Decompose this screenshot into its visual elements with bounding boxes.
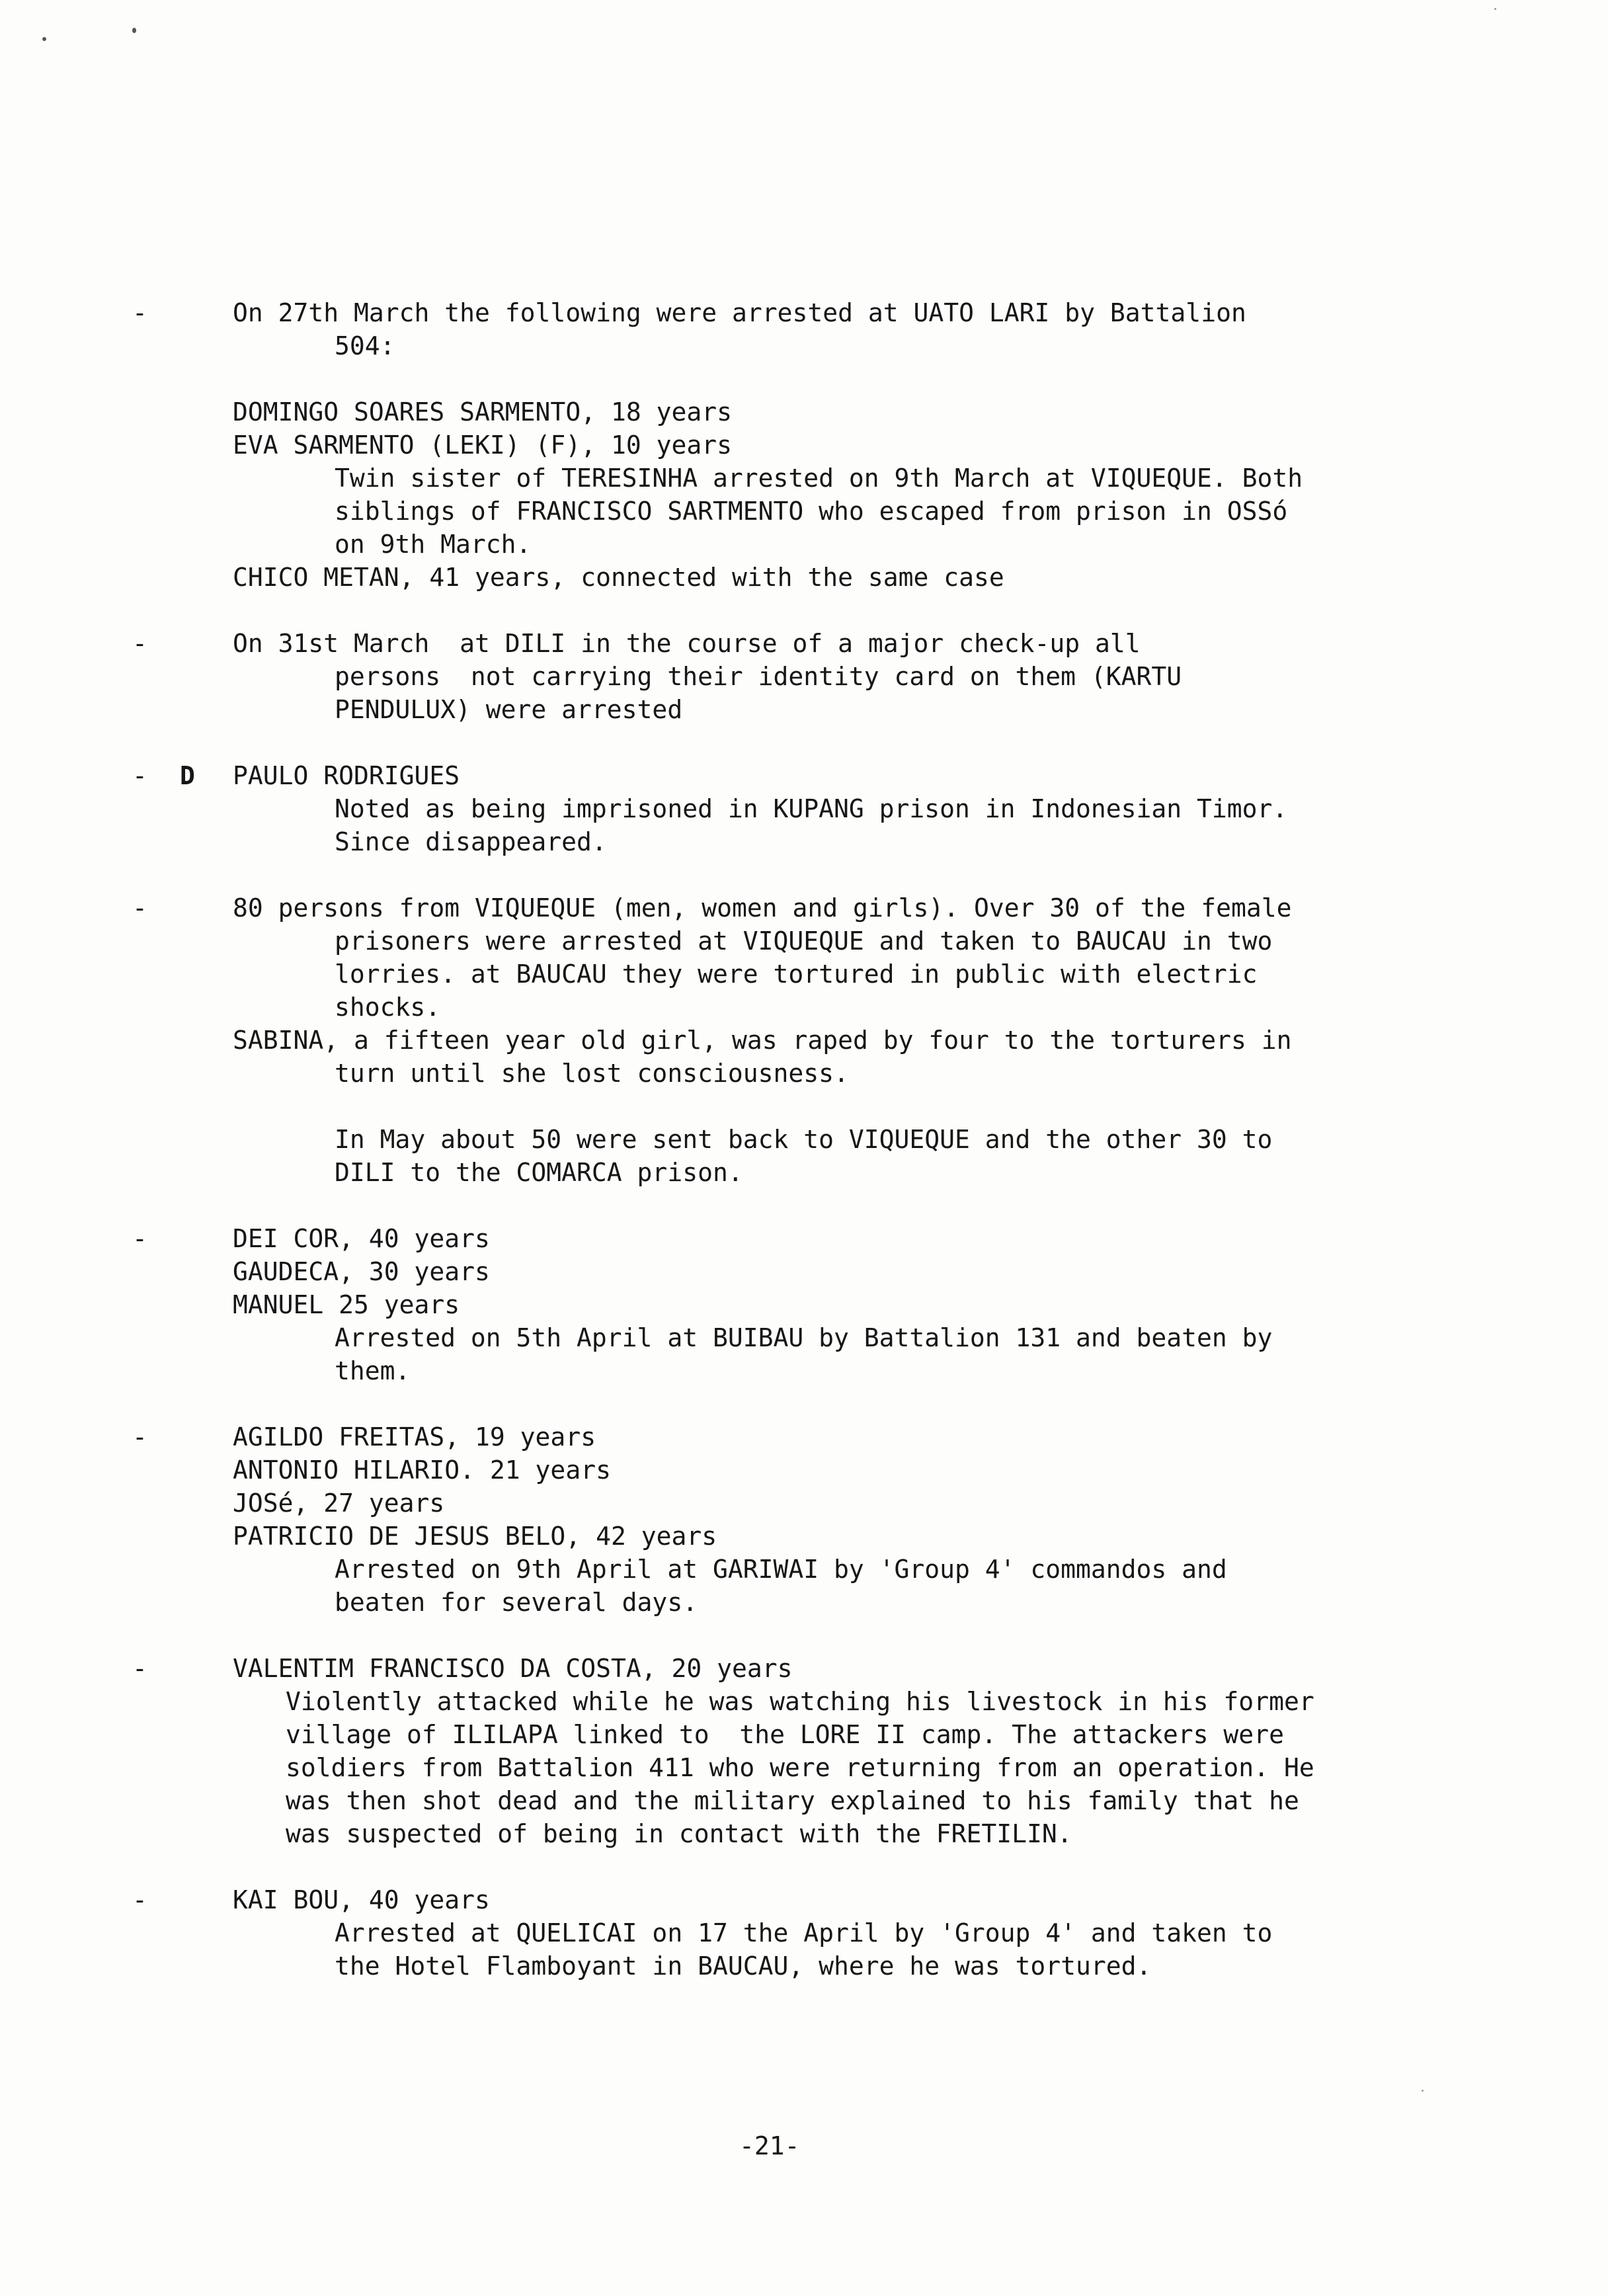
- entry-text-line: In May about 50 were sent back to VIQUEQUE and the other 30 to: [335, 1125, 1273, 1154]
- entry-description-line: beaten for several days.: [335, 1588, 698, 1617]
- entry-description-line: Arrested on 5th April at BUIBAU by Battalion 131 and beaten by: [335, 1323, 1273, 1352]
- entry-description-line: Twin sister of TERESINHA arrested on 9th March at VIQUEQUE. Both: [335, 464, 1303, 493]
- entry-text-line: 504:: [335, 331, 395, 360]
- entry-text-line: prisoners were arrested at VIQUEQUE and taken to BAUCAU in two: [335, 926, 1273, 956]
- entry-dash: -: [132, 1224, 147, 1253]
- person-name-line: JOSé, 27 years: [233, 1489, 445, 1518]
- entry-text-line: On 31st March at DILI in the course of a major check-up all: [233, 629, 1141, 658]
- entry-description-line: Since disappeared.: [335, 827, 607, 856]
- person-name-line: MANUEL 25 years: [233, 1290, 460, 1319]
- entry-dash: -: [132, 1422, 147, 1452]
- entry-description-line: them.: [335, 1356, 411, 1385]
- entry-text-line: turn until she lost consciousness.: [335, 1059, 849, 1088]
- entry-description-line: Arrested at QUELICAI on 17 the April by 'Group 4' and taken to: [335, 1918, 1273, 1948]
- person-name-line: DOMINGO SOARES SARMENTO, 18 years: [233, 397, 732, 427]
- entry-text-line: On 27th March the following were arrested at UATO LARI by Battalion: [233, 298, 1246, 327]
- entry-description-line: siblings of FRANCISCO SARTMENTO who escaped from prison in OSSó: [335, 497, 1288, 526]
- entry-dash: -: [132, 629, 147, 658]
- entry-description-line: village of ILILAPA linked to the LORE II camp. The attackers were: [286, 1720, 1284, 1749]
- entry-description-line: soldiers from Battalion 411 who were returning from an operation. He: [286, 1753, 1314, 1782]
- person-name-line: AGILDO FREITAS, 19 years: [233, 1422, 596, 1452]
- entry-dash: -: [132, 298, 147, 327]
- person-name-line: GAUDECA, 30 years: [233, 1257, 490, 1286]
- entry-description-line: was suspected of being in contact with the FRETILIN.: [286, 1819, 1072, 1848]
- person-name-line: PATRICIO DE JESUS BELO, 42 years: [233, 1522, 717, 1551]
- person-name-line: DEI COR, 40 years: [233, 1224, 490, 1253]
- entry-text-line: 80 persons from VIQUEQUE (men, women and girls). Over 30 of the female: [233, 893, 1292, 922]
- person-name-line: CHICO METAN, 41 years, connected with the same case: [233, 563, 1004, 592]
- entry-dash: -: [132, 1654, 147, 1683]
- scan-speck: [42, 37, 46, 41]
- disappeared-marker: D: [180, 761, 195, 790]
- entry-text-line: DILI to the COMARCA prison.: [335, 1158, 743, 1187]
- entry-dash: -: [132, 761, 147, 790]
- entry-text-line: lorries. at BAUCAU they were tortured in public with electric: [335, 960, 1258, 989]
- person-name-line: VALENTIM FRANCISCO DA COSTA, 20 years: [233, 1654, 793, 1683]
- scan-speck: [1422, 2090, 1424, 2092]
- entry-description-line: Arrested on 9th April at GARIWAI by 'Group 4' commandos and: [335, 1555, 1227, 1584]
- person-name-line: EVA SARMENTO (LEKI) (F), 10 years: [233, 430, 732, 460]
- entry-description-line: the Hotel Flamboyant in BAUCAU, where he was tortured.: [335, 1951, 1152, 1981]
- entry-description-line: Violently attacked while he was watching his livestock in his former: [286, 1687, 1314, 1716]
- scan-speck: [132, 28, 136, 33]
- entry-text-line: shocks.: [335, 993, 441, 1022]
- entry-dash: -: [132, 1885, 147, 1914]
- scan-speck: [1494, 8, 1496, 10]
- entry-description-line: on 9th March.: [335, 530, 532, 559]
- page-number: -21-: [739, 2131, 800, 2160]
- person-name-line: KAI BOU, 40 years: [233, 1885, 490, 1914]
- person-name-line: ANTONIO HILARIO. 21 years: [233, 1456, 611, 1485]
- person-name-line: PAULO RODRIGUES: [233, 761, 460, 790]
- entry-text-line: SABINA, a fifteen year old girl, was raped by four to the torturers in: [233, 1026, 1292, 1055]
- entry-dash: -: [132, 893, 147, 922]
- entry-description-line: was then shot dead and the military explained to his family that he: [286, 1786, 1299, 1815]
- entry-description-line: Noted as being imprisoned in KUPANG prison in Indonesian Timor.: [335, 794, 1288, 823]
- entry-text-line: persons not carrying their identity card on them (KARTU: [335, 662, 1182, 691]
- entry-text-line: PENDULUX) were arrested: [335, 695, 683, 724]
